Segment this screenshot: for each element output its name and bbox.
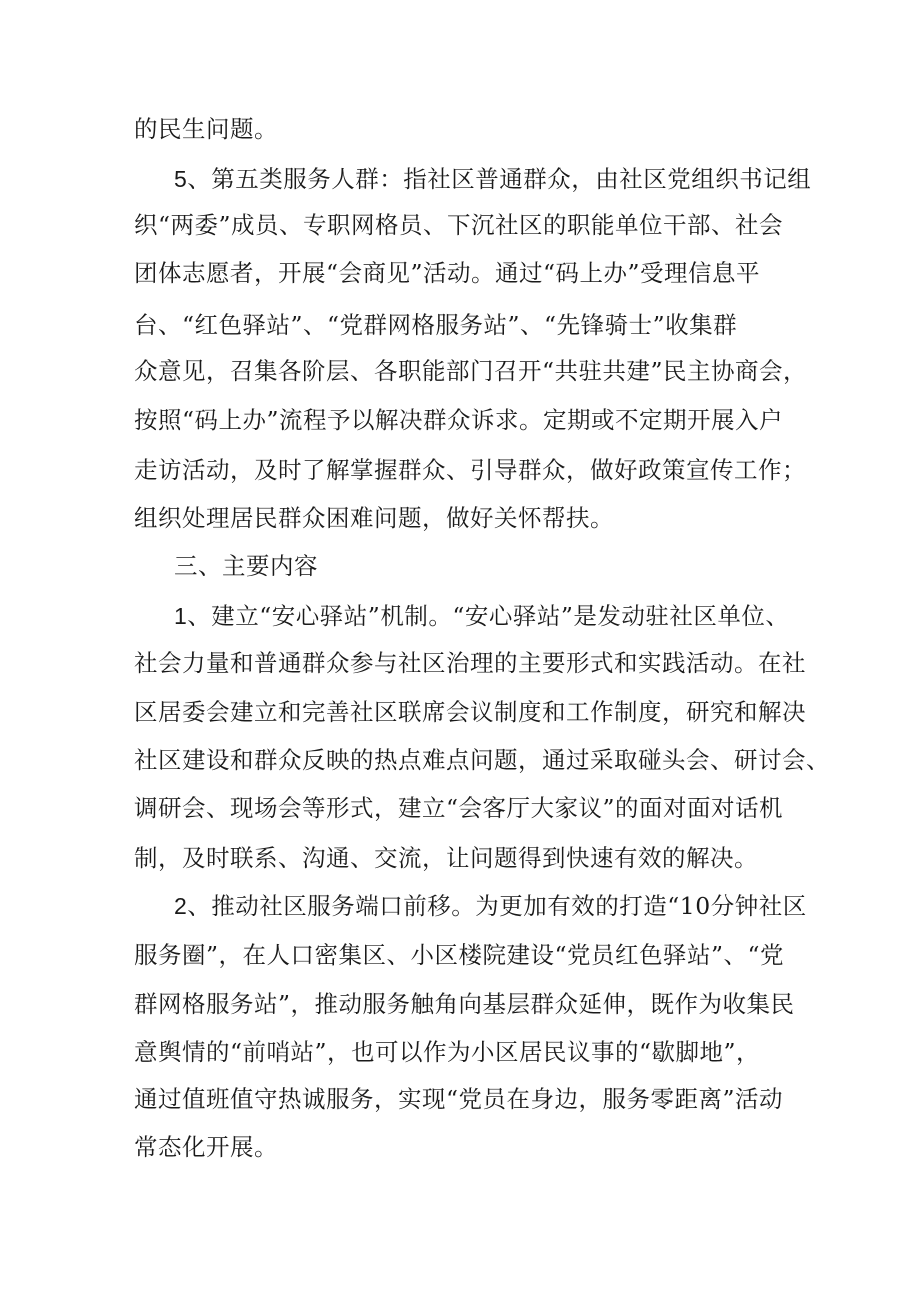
paragraph-line: 众意见，召集各阶层、各职能部门召开“共驻共建”民主协商会， [134, 357, 808, 385]
paragraph-line: 调研会、现场会等形式，建立“会客厅大家议”的面对面对话机 [134, 794, 784, 822]
paragraph-line: 社会力量和普通群众参与社区治理的主要形式和实践活动。在社 [134, 649, 806, 677]
paragraph-line: 制，及时联系、沟通、交流，让问题得到快速有效的解决。 [134, 844, 758, 872]
paragraph-line: 台、“红色驿站”、“党群网格服务站”、“先锋骑士”收集群 [134, 311, 738, 339]
paragraph-line: 通过值班值守热诚服务，实现“党员在身边，服务零距离”活动 [134, 1085, 784, 1113]
paragraph-line: 2、推动社区服务端口前移。为更加有效的打造“10分钟社区 [174, 892, 807, 920]
paragraph-line: 区居委会建立和完善社区联席会议制度和工作制度，研究和解决 [134, 698, 806, 726]
paragraph-line: 1、建立“安心驿站”机制。“安心驿站”是发动驻社区单位、 [174, 602, 790, 630]
paragraph-line: 服务圈”，在人口密集区、小区楼院建设“党员红色驿站”、“党 [134, 941, 785, 969]
paragraph-line: 团体志愿者，开展“会商见”活动。通过“码上办”受理信息平 [134, 259, 761, 287]
paragraph-line: 按照“码上办”流程予以解决群众诉求。定期或不定期开展入户 [134, 406, 784, 434]
paragraph-line: 意舆情的“前哨站”，也可以作为小区居民议事的“歇脚地”， [134, 1038, 761, 1066]
paragraph-line: 群网格服务站”，推动服务触角向基层群众延伸，既作为收集民 [134, 990, 795, 1018]
section-heading: 三、主要内容 [174, 552, 318, 580]
paragraph-line: 常态化开展。 [134, 1133, 278, 1161]
paragraph-line: 的民生问题。 [134, 115, 278, 143]
paragraph-line: 走访活动，及时了解掌握群众、引导群众，做好政策宣传工作； [134, 456, 806, 484]
paragraph-line: 织“两委”成员、专职网格员、下沉社区的职能单位干部、社会 [134, 211, 784, 239]
paragraph-line: 社区建设和群众反映的热点难点问题，通过采取碰头会、研讨会、 [134, 746, 830, 774]
paragraph-line: 5、第五类服务人群：指社区普通群众，由社区党组织书记组 [174, 165, 812, 193]
paragraph-line: 组织处理居民群众困难问题，做好关怀帮扶。 [134, 504, 614, 532]
